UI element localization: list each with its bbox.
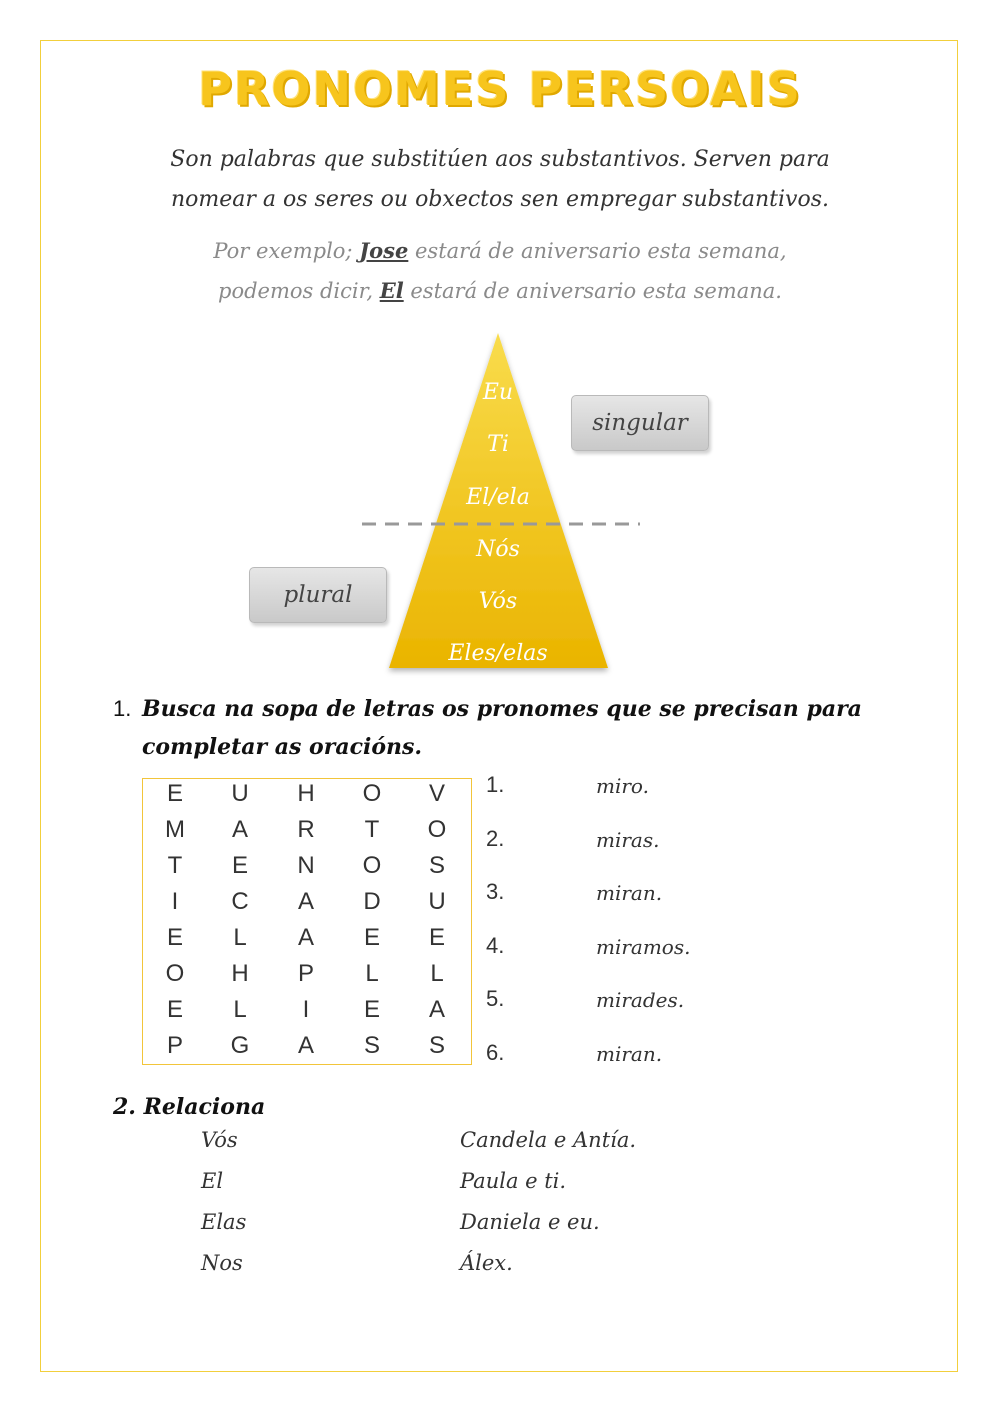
word-search-letter[interactable]: C [231,888,249,915]
exercise-1-instruction-line-2: completar as oracións. [142,734,423,760]
word-search-letter[interactable]: E [166,924,183,951]
word-search-letter[interactable]: E [428,924,445,951]
example-prefix-1: Por exemplo; [213,239,360,263]
word-search-letter[interactable]: M [165,816,185,843]
word-search-letter[interactable]: V [428,780,445,807]
word-search-letter[interactable]: H [231,960,249,987]
sentence-number: 6. [486,1039,505,1065]
example-suffix-2: estará de aniversario esta semana. [403,279,782,303]
example-pronoun: El [379,278,404,303]
word-search-letter[interactable]: E [166,996,183,1023]
plural-tag: plural [249,567,387,623]
word-search-letter[interactable]: E [363,924,380,951]
sentence-number: 1. [486,772,505,797]
relate-people[interactable]: Paula e ti. [460,1169,567,1193]
sentence-number: 3. [486,879,505,904]
sentence-verb: miras. [596,827,660,852]
word-search-letter[interactable]: E [231,852,248,879]
word-search-letter[interactable]: E [363,996,380,1023]
word-search-letter[interactable]: S [363,1032,380,1059]
sentence-verb: mirades. [596,988,685,1012]
relate-people[interactable]: Daniela e eu. [460,1210,600,1234]
relate-pronoun[interactable]: Vós [201,1128,238,1152]
relate-pronoun[interactable]: El [201,1169,224,1193]
sentence-verb: miramos. [596,934,691,959]
word-search-letter[interactable]: L [430,960,444,987]
word-search-letter[interactable]: S [428,852,445,879]
exercise-2-title: 2. Relaciona [113,1094,266,1120]
pyramid-label-eu: Eu [482,380,514,405]
word-search-letter[interactable]: A [297,888,314,915]
word-search-letter[interactable]: A [297,924,314,951]
pyramid-label-eles-elas: Eles/elas [448,641,548,666]
word-search-letter[interactable]: D [363,888,381,915]
relate-people[interactable]: Álex. [460,1251,513,1275]
word-search-letter[interactable]: L [233,996,247,1023]
sentence-verb: miro. [596,774,649,798]
relate-pronoun[interactable]: Nos [201,1251,243,1275]
example-suffix-1: estará de aniversario esta semana, [408,239,787,263]
sentence-number: 4. [486,932,505,958]
word-search-letter[interactable]: P [166,1032,183,1059]
relate-people[interactable]: Candela e Antía. [460,1128,637,1152]
singular-tag: singular [571,395,709,451]
word-search-letter[interactable]: T [167,852,183,879]
word-search-letter[interactable]: S [428,1032,445,1059]
word-search-letter[interactable]: T [364,816,380,843]
word-search-letter[interactable]: L [365,960,379,987]
word-search-letter[interactable]: I [302,996,310,1023]
intro-line-2: nomear a os seres ou obxectos sen empregar substantivos. [170,187,829,212]
word-search-letter[interactable]: G [230,1032,250,1059]
word-search-letter[interactable]: P [297,960,314,987]
sentence-number: 2. [486,825,505,851]
word-search-letter[interactable]: H [297,780,315,807]
sentence-verb: miran. [596,881,663,905]
word-search-letter[interactable]: E [166,780,183,807]
word-search-letter[interactable]: U [428,888,446,915]
word-search-letter[interactable]: A [297,1032,314,1059]
word-search-letter[interactable]: A [428,996,445,1023]
word-search-letter[interactable]: O [165,960,185,987]
word-search-letter[interactable]: L [233,924,247,951]
pyramid-label-ti: Ti [487,432,509,457]
sentence-number: 5. [486,986,505,1011]
word-search-letter[interactable]: U [231,780,249,807]
pyramid-label-nos: Nós [476,537,520,562]
pyramid-label-el-ela: El/ela [466,485,530,510]
pyramid-label-vos: Vós [478,589,518,614]
exercise-1-instruction-line-1: Busca na sopa de letras os pronomes que se precisan para [142,696,862,722]
page-title: PRONOMES PERSOAIS [198,62,802,116]
exercise-1-number: 1. [113,696,132,721]
word-search-letter[interactable]: N [297,852,315,879]
word-search-letter[interactable]: O [427,816,447,843]
word-search-letter[interactable]: I [171,888,179,915]
intro-line-1: Son palabras que substitúen aos substantivos. Serven para [170,147,830,172]
example-prefix-2: podemos dicir, [218,279,380,303]
word-search-letter[interactable]: O [362,852,382,879]
word-search-letter[interactable]: R [297,816,315,843]
sentence-verb: miran. [596,1041,663,1066]
word-search-letter[interactable]: A [231,816,248,843]
example-name: Jose [359,238,409,263]
word-search-letter[interactable]: O [362,780,382,807]
relate-pronoun[interactable]: Elas [201,1210,247,1234]
